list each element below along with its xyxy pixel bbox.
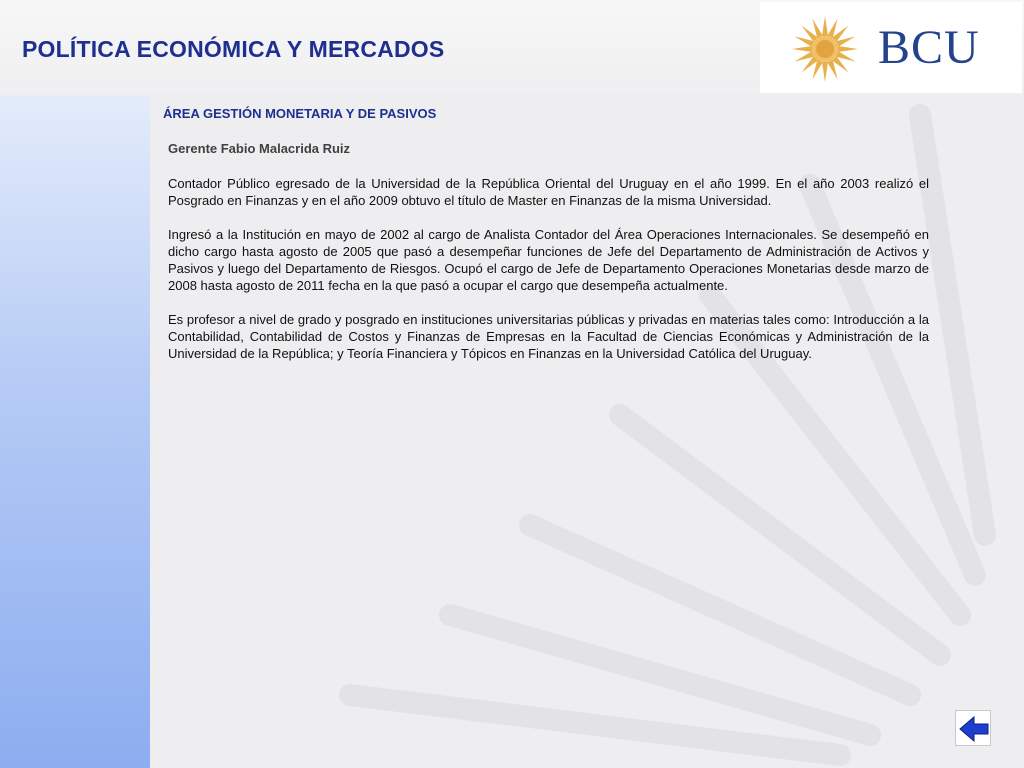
- bio-paragraph: Contador Público egresado de la Universidad de la República Oriental del Uruguay en el año 1999. En el año 2003 realizó el Posgrado en Finanzas y en el año 2009 obtuvo el título de Master en Finanzas de la misma Universidad.: [168, 176, 929, 208]
- logo-text: BCU: [878, 21, 980, 74]
- content-area: [150, 95, 1024, 768]
- sun-logo-icon: [790, 14, 860, 84]
- bcu-logo: [760, 2, 1022, 93]
- left-decorative-band: [0, 95, 150, 768]
- page-title: POLÍTICA ECONÓMICA Y MERCADOS: [22, 36, 445, 62]
- bio-paragraph: Es profesor a nivel de grado y posgrado en instituciones universitarias públicas y privadas en materias tales como: Introducción a la Contabilidad, Contabilidad de Costos y Finanzas de Empresas en la Facultad de Ciencias Económicas y Administración de la Universidad de la República; y Teoría Financiera y Tópicos en Finanzas en la Universidad Católica del Uruguay.: [168, 312, 929, 361]
- header: [0, 0, 1024, 95]
- back-arrow-icon: [958, 714, 990, 744]
- section-title: ÁREA GESTIÓN MONETARIA Y DE PASIVOS: [163, 106, 437, 121]
- back-button[interactable]: [955, 710, 991, 746]
- manager-name: Gerente Fabio Malacrida Ruiz: [168, 141, 351, 156]
- biography: [168, 175, 929, 379]
- bio-paragraph: Ingresó a la Institución en mayo de 2002 al cargo de Analista Contador del Área Operaciones Internacionales. Se desempeñó en dicho cargo hasta agosto de 2005 que pasó a desempeñar funciones de Jefe del Departamento de Administración de Activos y Pasivos y luego del Departamento de Riesgos. Ocupó el cargo de Jefe de Departamento Operaciones Monetarias desde marzo de 2008 hasta agosto de 2011 fecha en la que pasó a ocupar el cargo que desempeña actualmente.: [168, 227, 929, 293]
